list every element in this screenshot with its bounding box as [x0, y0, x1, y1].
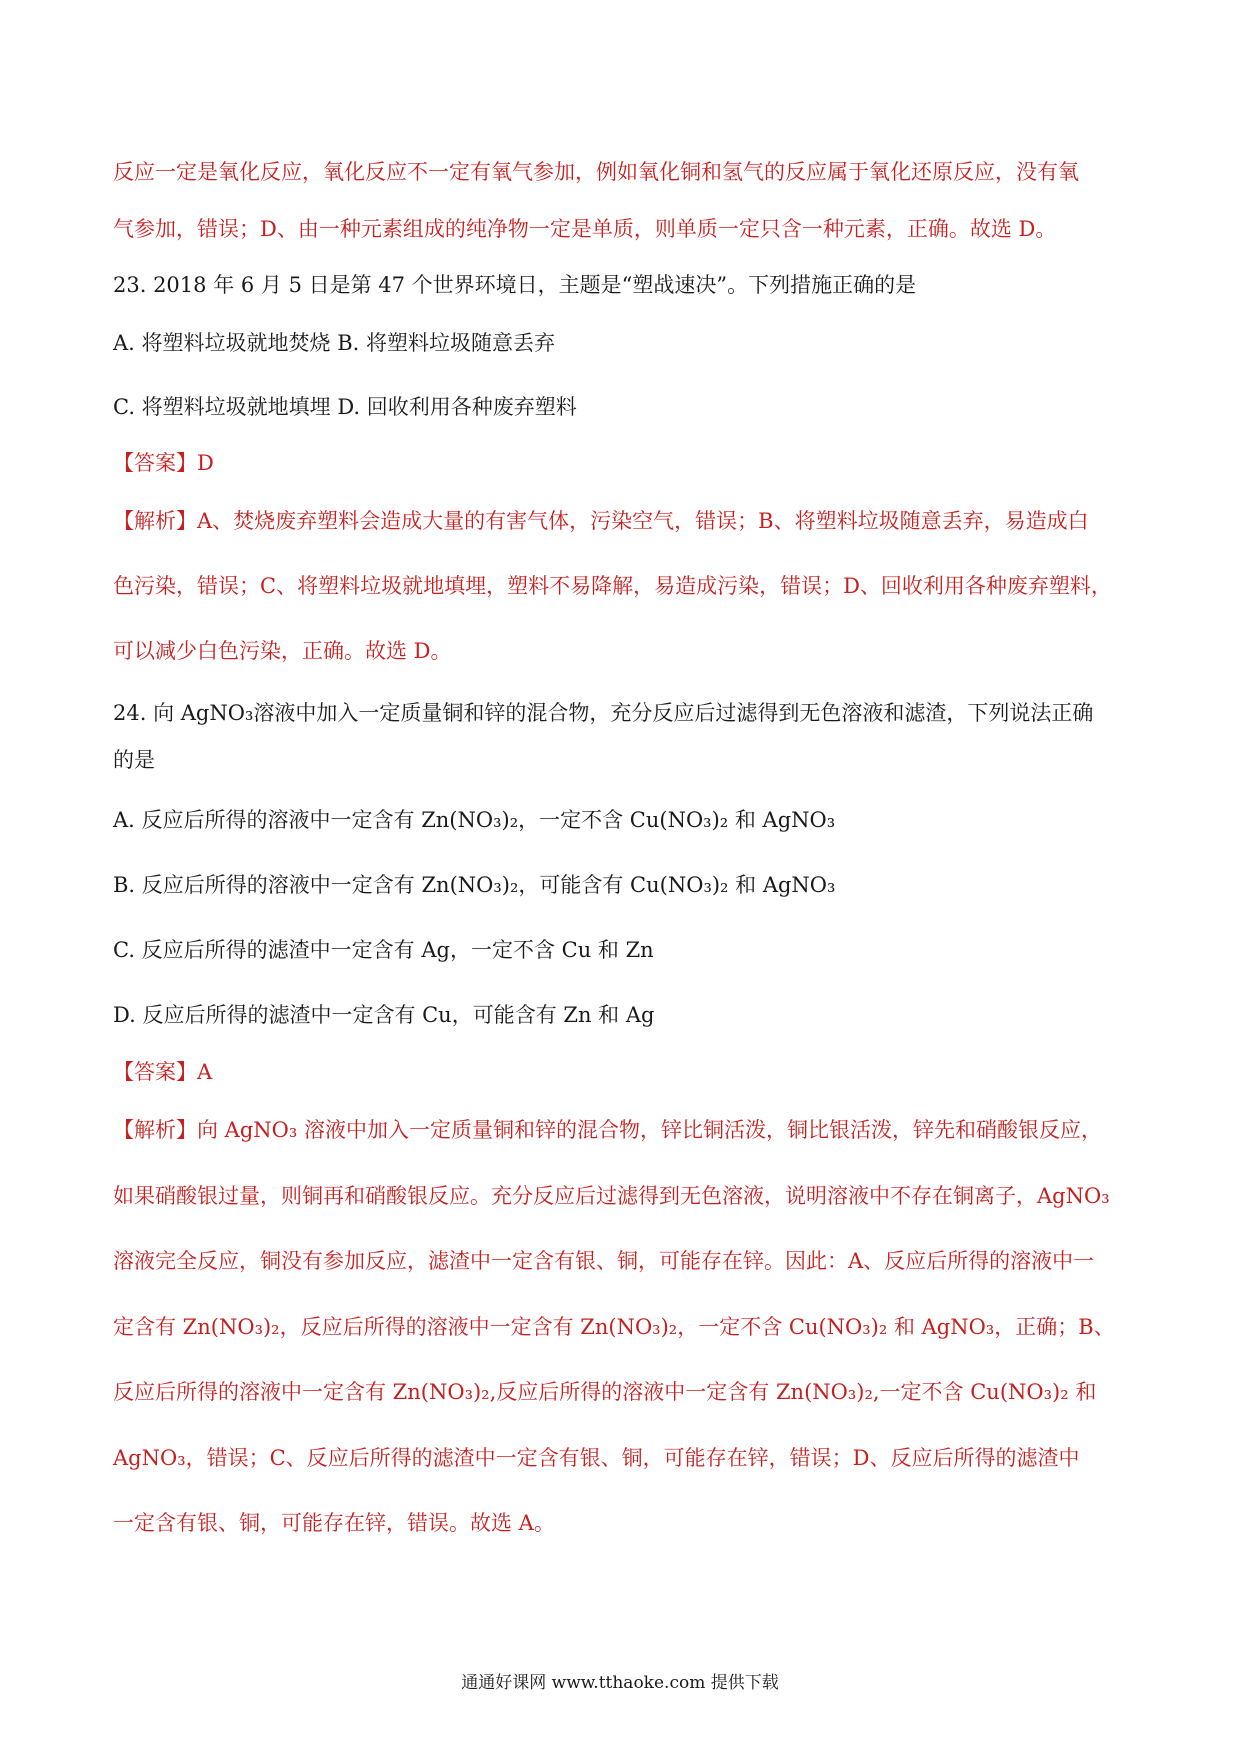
- question-24-option-d: D. 反应后所得的滤渣中一定含有 Cu，可能含有 Zn 和 Ag: [113, 1003, 655, 1027]
- analysis-text-line: 反应一定是氧化反应，氧化反应不一定有氧气参加，例如氧化铜和氢气的反应属于氧化还原反应，没有氧: [113, 160, 1079, 184]
- question-24-option-b: B. 反应后所得的溶液中一定含有 Zn(NO₃)₂，可能含有 Cu(NO₃)₂ 和 AgNO₃: [113, 873, 836, 897]
- page-footer: 通通好课网 www.tthaoke.com 提供下载: [461, 1673, 779, 1693]
- question-24-option-c: C. 反应后所得的滤渣中一定含有 Ag，一定不含 Cu 和 Zn: [113, 938, 654, 962]
- answer-23: 【答案】D: [113, 451, 214, 475]
- question-24-option-a: A. 反应后所得的溶液中一定含有 Zn(NO₃)₂，一定不含 Cu(NO₃)₂ 和 AgNO₃: [113, 808, 836, 832]
- question-23-options-ab: A. 将塑料垃圾就地焚烧 B. 将塑料垃圾随意丢弃: [113, 331, 555, 355]
- analysis-24-line: 定含有 Zn(NO₃)₂，反应后所得的溶液中一定含有 Zn(NO₃)₂，一定不含 Cu(NO₃)₂ 和 AgNO₃，正确；B、: [113, 1315, 1115, 1339]
- analysis-23-line: 色污染，错误；C、将塑料垃圾就地填埋，塑料不易降解，易造成污染，错误；D、回收利用各种废弃塑料，: [113, 574, 1112, 598]
- question-24-stem-cont: 的是: [113, 748, 155, 772]
- answer-24: 【答案】A: [113, 1060, 213, 1084]
- analysis-24-line: 反应后所得的溶液中一定含有 Zn(NO₃)₂,反应后所得的溶液中一定含有 Zn(NO₃)₂,一定不含 Cu(NO₃)₂ 和: [113, 1380, 1097, 1404]
- analysis-text-line: 气参加，错误；D、由一种元素组成的纯净物一定是单质，则单质一定只含一种元素，正确。故选 D。: [113, 217, 1057, 241]
- analysis-24-line: AgNO₃，错误；C、反应后所得的滤渣中一定含有银、铜，可能存在锌，错误；D、反应后所得的滤渣中: [113, 1446, 1080, 1470]
- question-23-options-cd: C. 将塑料垃圾就地填埋 D. 回收利用各种废弃塑料: [113, 395, 577, 419]
- analysis-24-line: 溶液完全反应，铜没有参加反应，滤渣中一定含有银、铜，可能存在锌。因此：A、反应后所得的溶液中一: [113, 1249, 1095, 1273]
- analysis-23-line: 可以减少白色污染，正确。故选 D。: [113, 639, 452, 663]
- analysis-24-line: 一定含有银、铜，可能存在锌，错误。故选 A。: [113, 1511, 555, 1535]
- question-24-stem: 24. 向 AgNO₃溶液中加入一定质量铜和锌的混合物，充分反应后过滤得到无色溶液和滤渣，下列说法正确: [113, 701, 1094, 725]
- analysis-24-line: 如果硝酸银过量，则铜再和硝酸银反应。充分反应后过滤得到无色溶液，说明溶液中不存在铜离子，AgNO₃: [113, 1184, 1110, 1208]
- question-23-stem: 23. 2018 年 6 月 5 日是第 47 个世界环境日，主题是“塑战速决”。下列措施正确的是: [113, 273, 917, 297]
- analysis-24-line: 【解析】向 AgNO₃ 溶液中加入一定质量铜和锌的混合物，锌比铜活泼，铜比银活泼，锌先和硝酸银反应，: [113, 1118, 1102, 1142]
- analysis-23-line: 【解析】A、焚烧废弃塑料会造成大量的有害气体，污染空气，错误；B、将塑料垃圾随意丢弃，易造成白: [113, 509, 1089, 533]
